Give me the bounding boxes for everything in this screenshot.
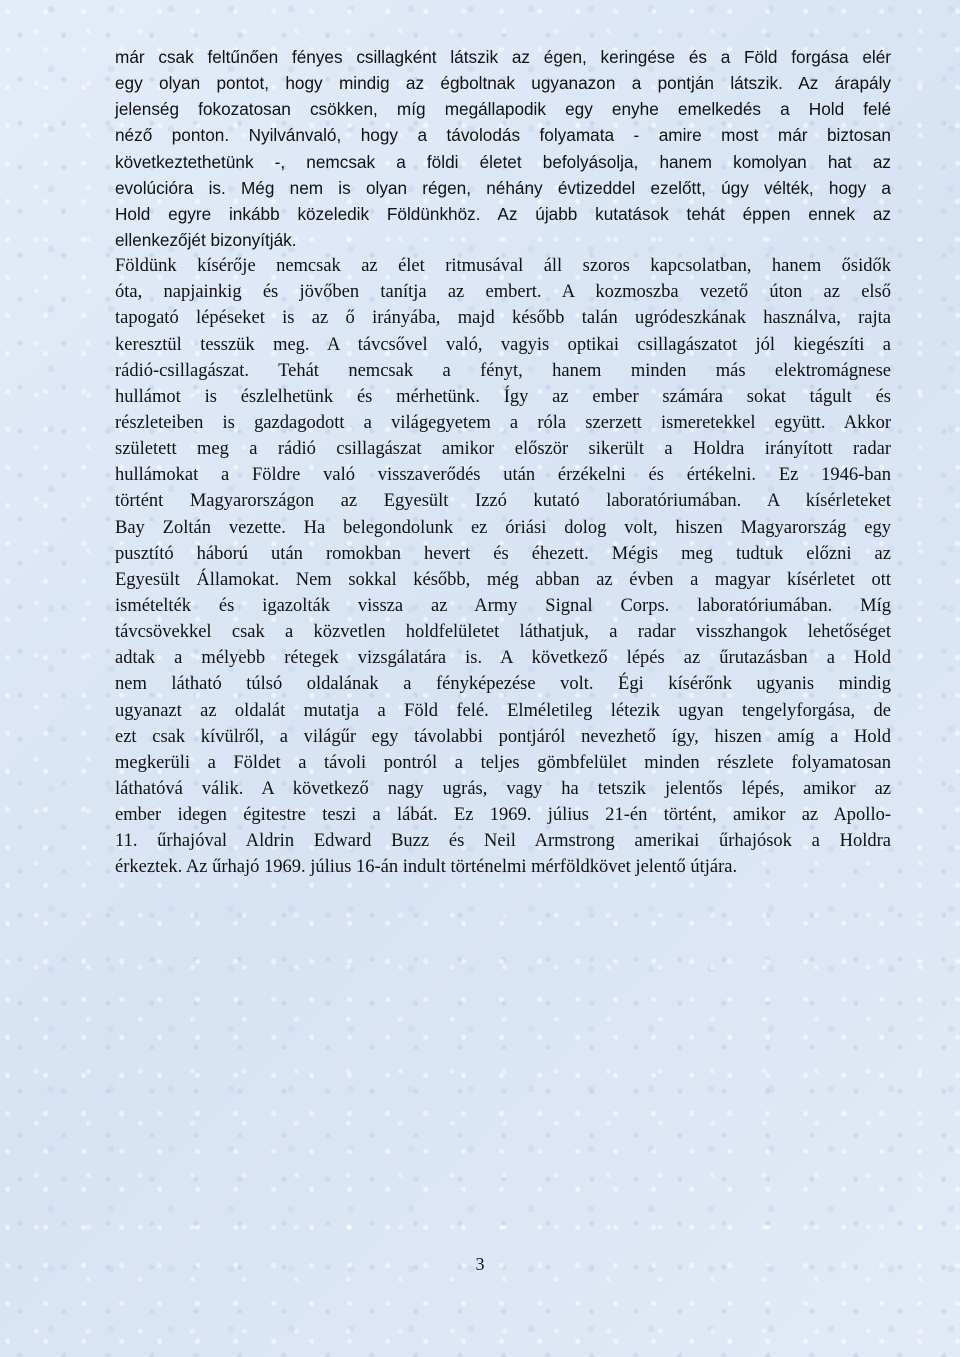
- text-line: egy olyan pontot, hogy mindig az égboltnak ugyanazon a pontján látszik. Az árapály: [115, 73, 891, 94]
- text-line: hullámot is észlelhetünk és mérhetünk. Így az ember számára sokat tágult és: [115, 386, 891, 407]
- text-line: óta, napjainkig és jövőben tanítja az embert. A kozmoszba vezető úton az első: [115, 282, 891, 303]
- text-line: megkerüli a Földet a távoli pontról a teljes gömbfelület minden részlete folyamatosan: [115, 752, 891, 773]
- text-line: evolúcióra is. Még nem is olyan régen, néhány évtizeddel ezelőtt, úgy vélték, hogy a: [115, 177, 891, 198]
- text-line: láthatóvá válik. A következő nagy ugrás, vagy ha tetszik jelentős lépés, amikor az: [115, 778, 891, 799]
- text-line: Egyesült Államokat. Nem sokkal később, még abban az évben a magyar kísérletet ott: [115, 569, 891, 590]
- text-line: tapogató lépéseket is az ő irányába, majd később talán ugródeszkának használva, rajta: [115, 308, 891, 329]
- text-line: 11. űrhajóval Aldrin Edward Buzz és Neil Armstrong amerikai űrhajósok a Holdra: [115, 831, 891, 852]
- text-line: történt Magyarországon az Egyesült Izzó kutató laboratóriumában. A kísérleteket: [115, 491, 891, 512]
- text-line: ellenkezőjét bizonyítják.: [115, 229, 297, 250]
- text-line: ismételték és igazolták vissza az Army Signal Corps. laboratóriumában. Míg: [115, 595, 891, 616]
- text-line: keresztül tesszük meg. A távcsővel való, vagyis optikai csillagászatot jól kiegészíti a: [115, 334, 891, 355]
- text-line: Földünk kísérője nemcsak az élet ritmusával áll szoros kapcsolatban, hanem ősidők: [115, 256, 891, 277]
- text-line: távcsövekkel csak a közvetlen holdfelületet láthatjuk, a radar visszhangok lehetőséget: [115, 622, 891, 643]
- text-line: pusztító háború után romokban hevert és éhezett. Mégis meg tudtuk előzni az: [115, 543, 891, 564]
- text-line: rádió-csillagászat. Tehát nemcsak a fényt, hanem minden más elektromágnese: [115, 360, 891, 381]
- text-line: ember idegen égitestre teszi a lábát. Ez 1969. július 21-én történt, amikor az Apollo-: [115, 805, 891, 826]
- text-line: Bay Zoltán vezette. Ha belegondolunk ez óriási dolog volt, hiszen Magyarország egy: [115, 517, 891, 538]
- text-line: következtethetünk -, nemcsak a földi életet befolyásolja, hanem komolyan hat az: [115, 151, 891, 172]
- text-line: érkeztek. Az űrhajó 1969. július 16-án indult történelmi mérföldkövet jelentő útjára.: [115, 857, 738, 878]
- text-line: ezt csak kívülről, a világűr egy távolabbi pontjáról nevezhető így, hiszen amíg a Hold: [115, 726, 891, 747]
- text-line: hullámokat a Földre való visszaverődés után érzékelni és értékelni. Ez 1946-ban: [115, 465, 891, 486]
- text-line: adtak a mélyebb rétegek vizsgálatára is. A következő lépés az űrutazásban a Hold: [115, 648, 891, 669]
- text-line: nem látható túlsó oldalának a fényképezése volt. Égi kísérőnk ugyanis mindig: [115, 674, 891, 695]
- text-line: Hold egyre inkább közeledik Földünkhöz. Az újabb kutatások tehát éppen ennek az: [115, 203, 891, 224]
- text-line: született meg a rádió csillagászat amikor először sikerült a Holdra irányított radar: [115, 439, 891, 460]
- text-line: ugyanazt az oldalát mutatja a Föld felé. Elméletileg létezik ugyan tengelyforgása, de: [115, 700, 891, 721]
- page-number: 3: [475, 1254, 485, 1274]
- text-line: már csak feltűnően fényes csillagként látszik az égen, keringése és a Föld forgása elér: [115, 47, 891, 67]
- body-text: [115, 44, 891, 881]
- text-line: jelenség fokozatosan csökken, míg megállapodik egy enyhe emelkedés a Hold felé: [115, 99, 891, 120]
- text-line: néző ponton. Nyilvánvaló, hogy a távolodás folyamata - amire most már biztosan: [115, 125, 891, 146]
- text-line: részleteiben is gazdagodott a világegyetem a róla szerzett ismeretekkel együtt. Akkor: [115, 412, 891, 433]
